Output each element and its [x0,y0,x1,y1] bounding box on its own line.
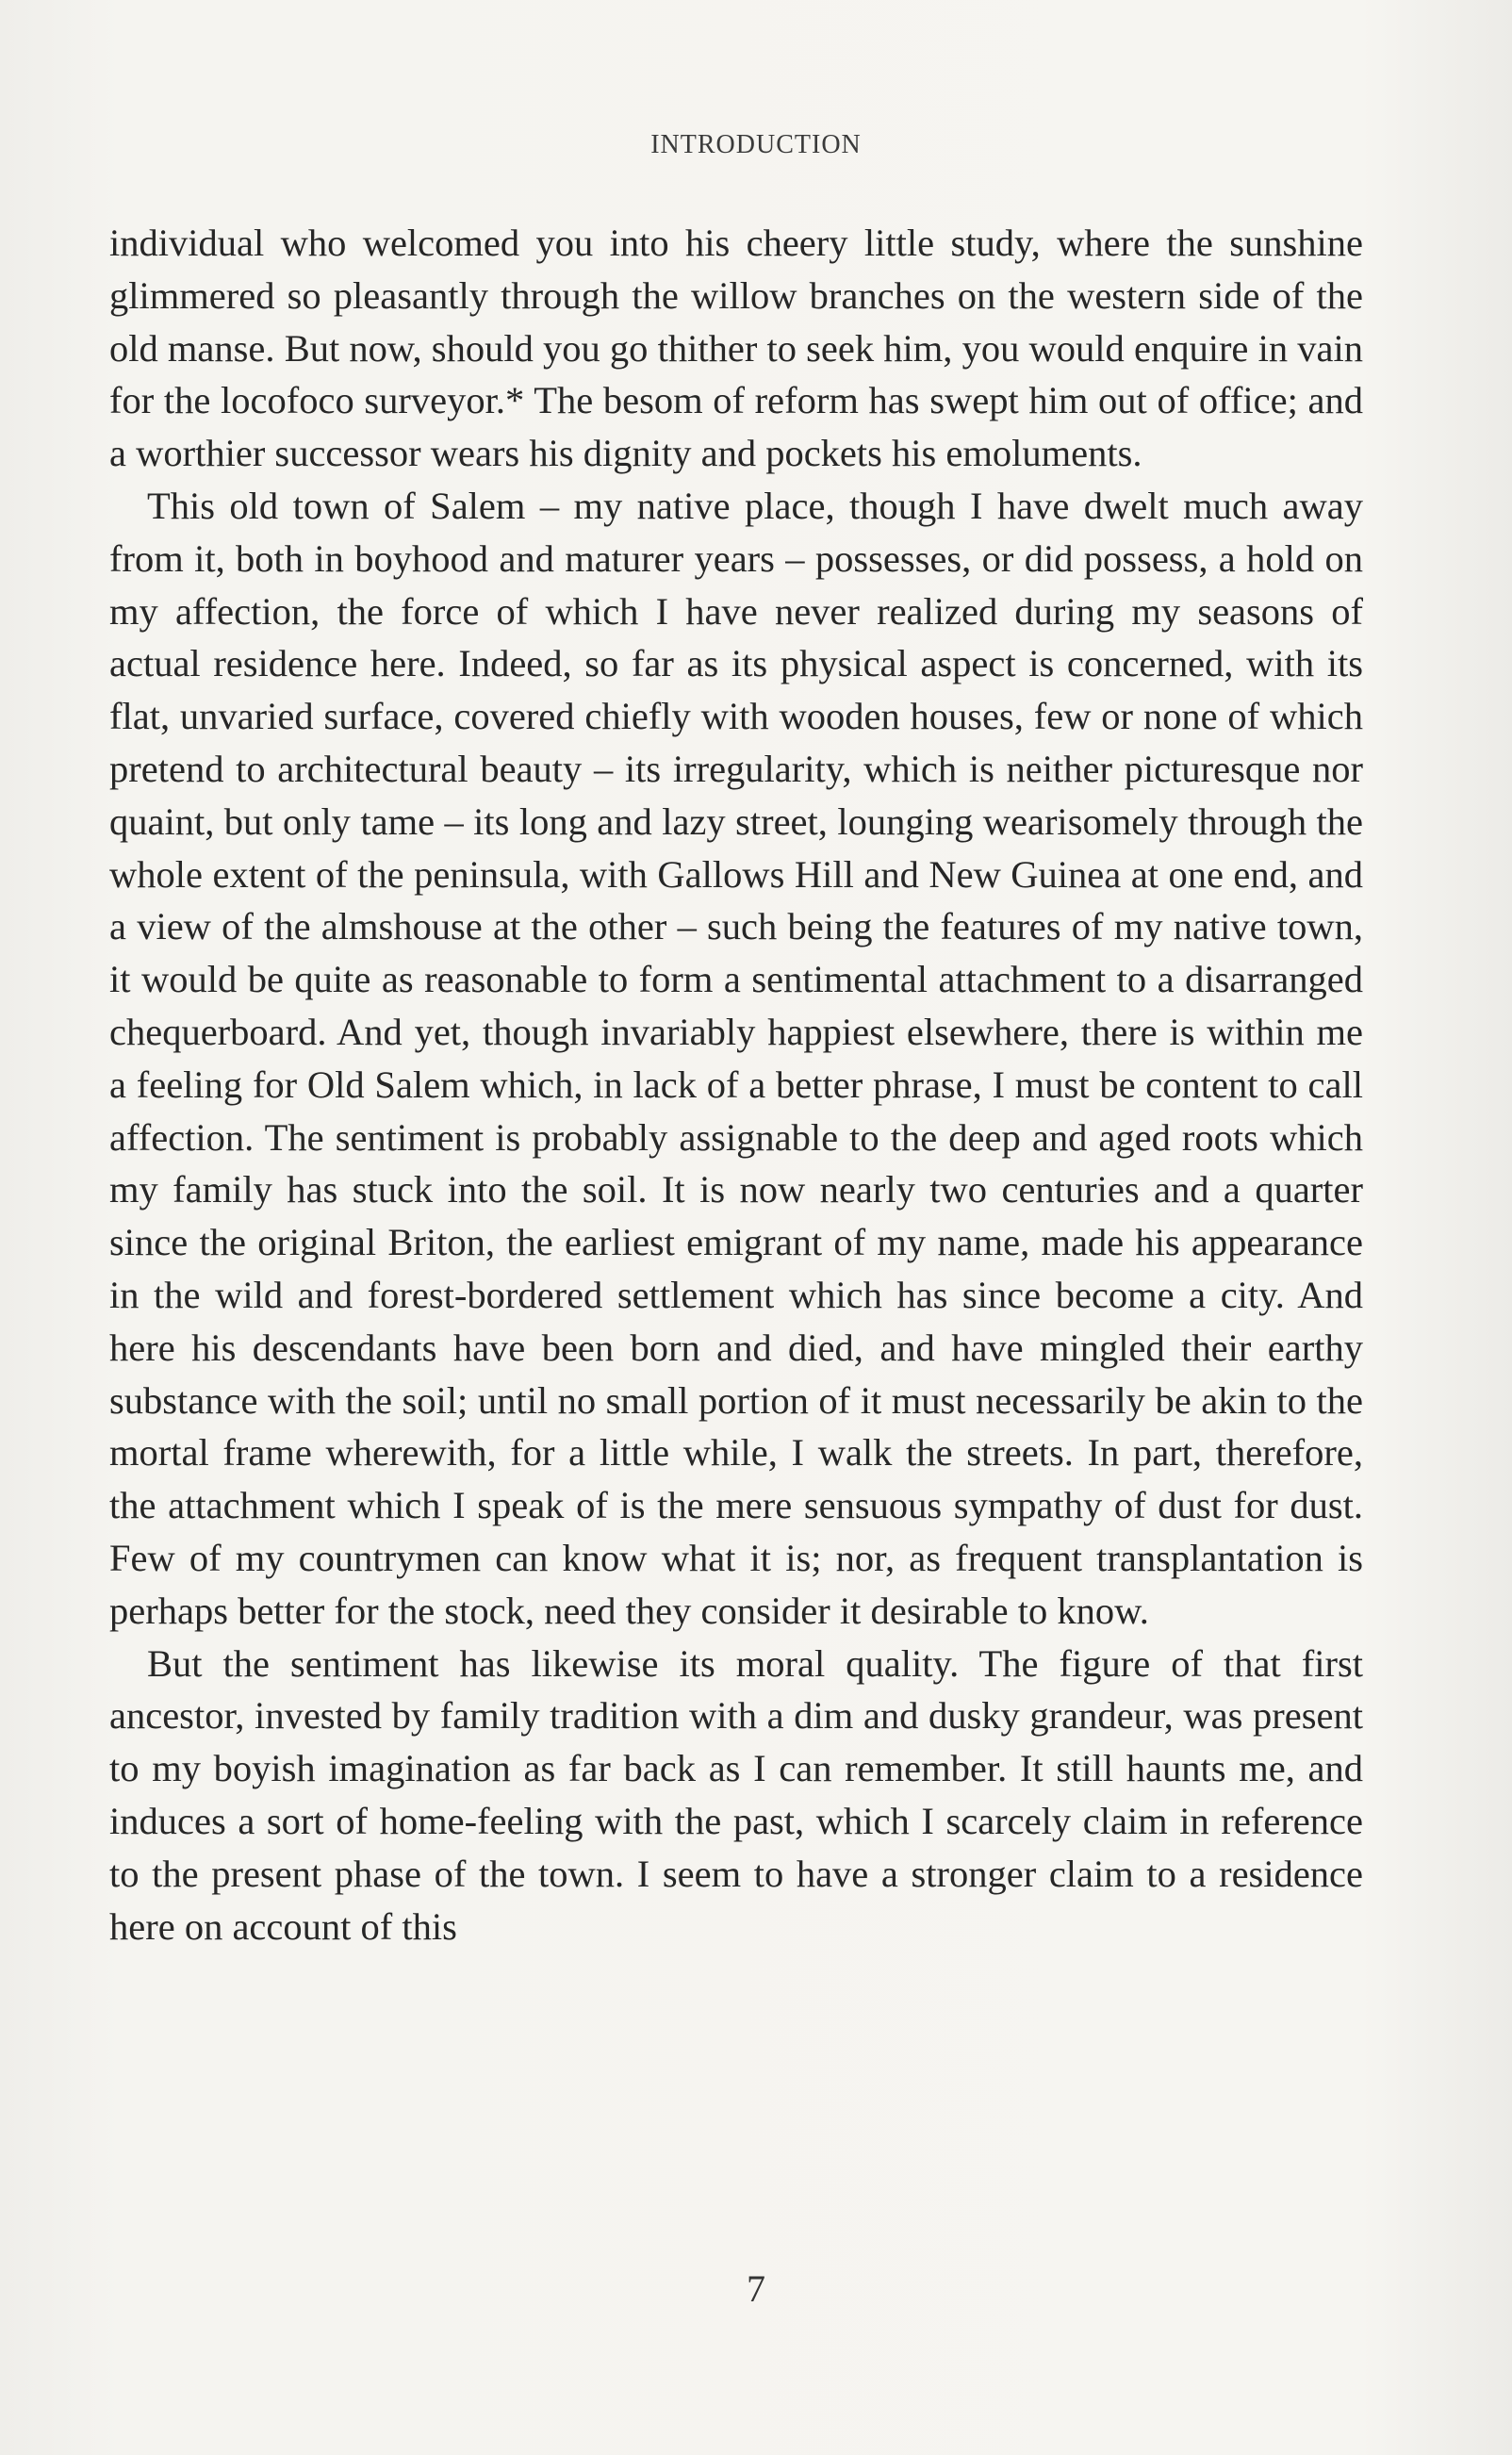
running-head: INTRODUCTION [650,130,862,159]
paragraph-moral-quality: But the sentiment has likewise its moral quality. The figure of that first ancestor, invested by family tradition with a dim and dusky grandeur, was present to my boyish imagination as far back as I can remember. It still haunts me, and induces a sort of home-feeling with the past, which I scarcely claim in reference to the present phase of the town. I seem to have a stronger claim to a residence here on account of this [109,1641,1363,1948]
body-text [109,217,1363,1952]
paragraph-salem: This old town of Salem – my native place, though I have dwelt much away from it, both in boyhood and maturer years – possesses, or did possess, a hold on my affection, the force of which I have never realized during my seasons of actual residence here. Indeed, so far as its physical aspect is concerned, with its flat, unvaried surface, covered chiefly with wooden houses, few or none of which pretend to architectural beauty – its irregularity, which is neither picturesque nor quaint, but only tame – its long and lazy street, lounging wearisomely through the whole extent of the peninsula, with Gallows Hill and New Guinea at one end, and a view of the almshouse at the other – such being the features of my native town, it would be quite as reasonable to form a sentimental attachment to a disarranged chequerboard. And yet, though invariably happiest elsewhere, there is within me a feeling for Old Salem which, in lack of a better phrase, I must be content to call affection. The sentiment is probably assignable to the deep and aged roots which my family has stuck into the soil. It is now nearly two centuries and a quarter since the original Briton, the earliest emigrant of my name, made his appearance in the wild and forest-bordered settlement which has since become a city. And here his descendants have been born and died, and have mingled their earthy substance with the soil; until no small portion of it must necessarily be akin to the mortal frame wherewith, for a little while, I walk the streets. In part, therefore, the attachment which I speak of is the mere sensuous sympathy of dust for dust. Few of my countrymen can know what it is; nor, as frequent transplantation is perhaps better for the stock, need they consider it desirable to know. [109,484,1363,1632]
page-number: 7 [747,2267,765,2310]
paragraph-continued: individual who welcomed you into his cheery little study, where the sunshine glimmered so pleasantly through the willow branches on the western side of the old manse. But now, should you go thither to seek him, you would enquire in vain for the locofoco surveyor.* The besom of reform has swept him out of office; and a worthier successor wears his dignity and pockets his emoluments. [109,222,1363,475]
